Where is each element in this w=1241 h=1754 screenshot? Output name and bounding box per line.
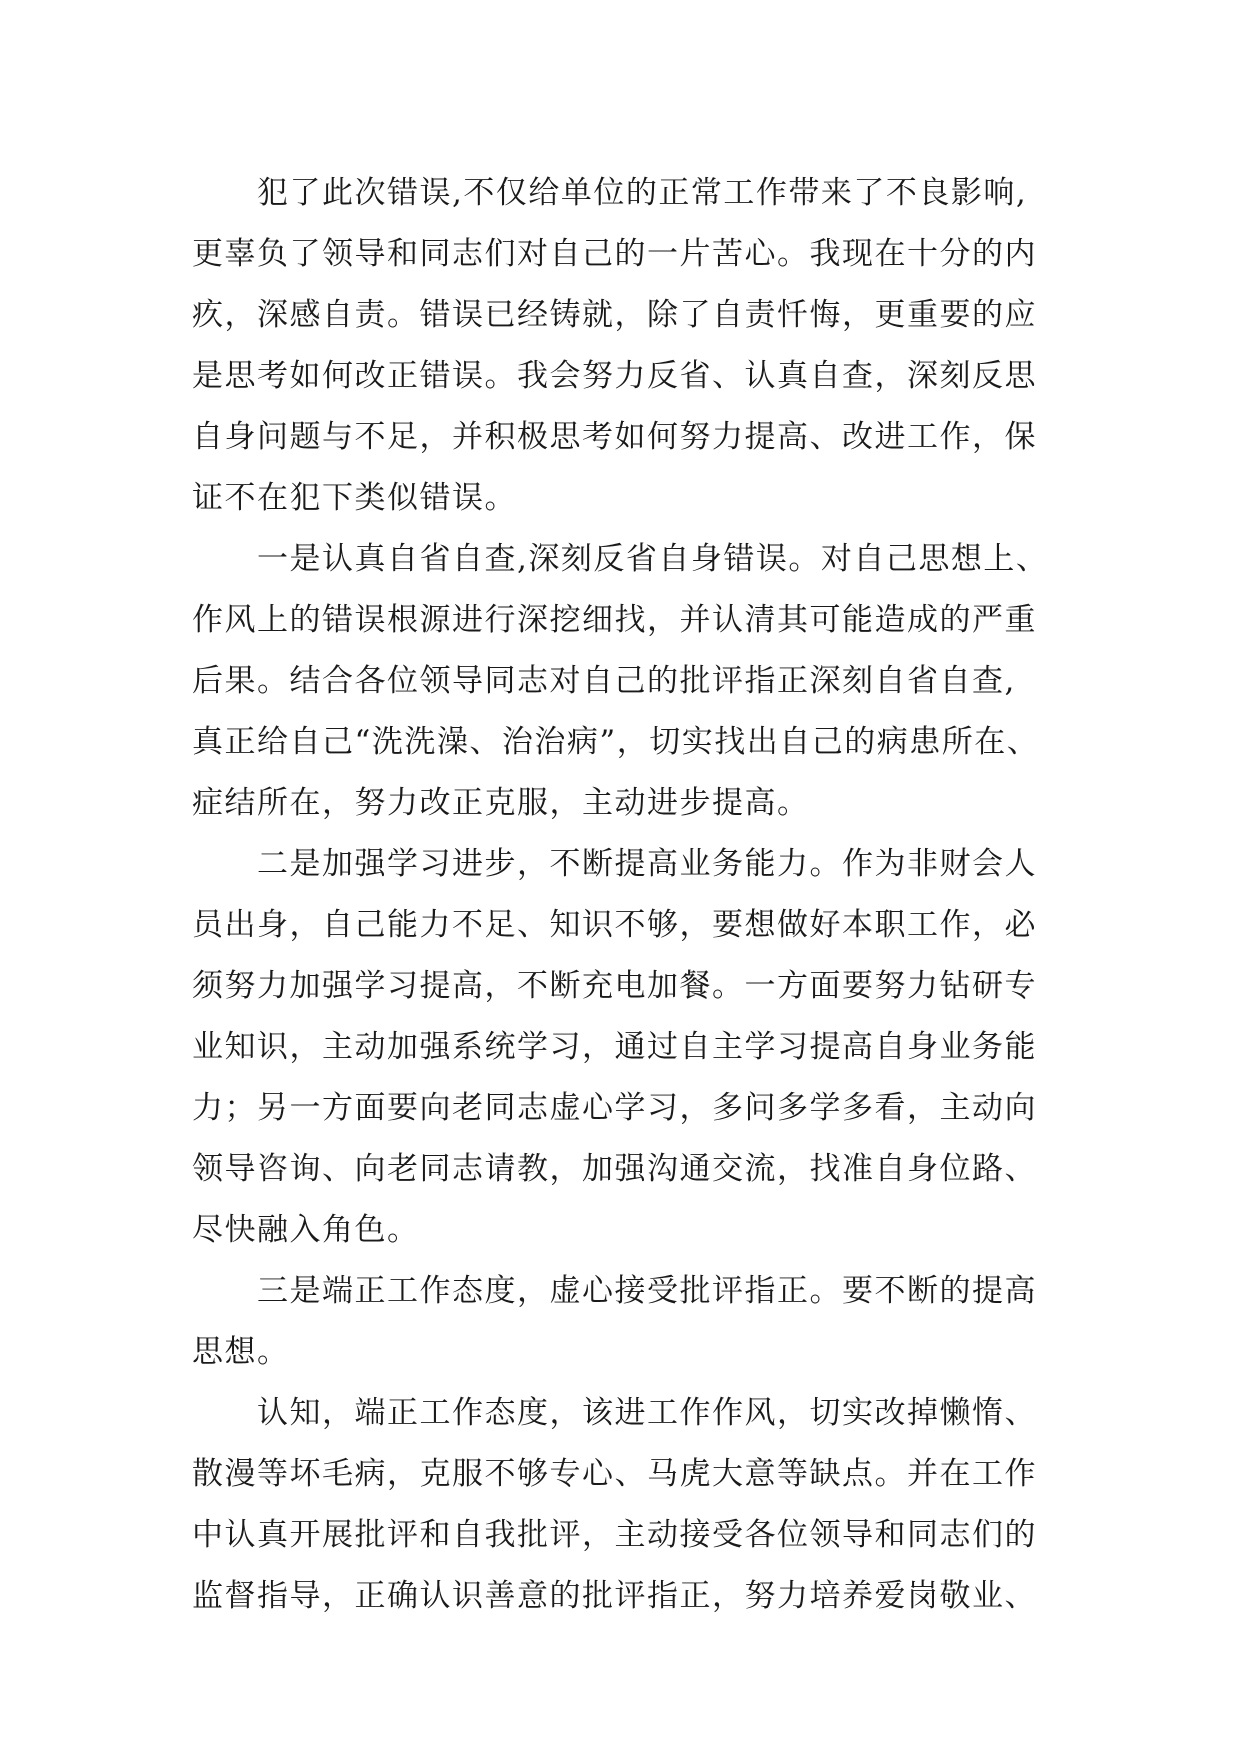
text-line: 自身问题与不足，并积极思考如何努力提高、改进工作，保 [192,419,1037,455]
text-line: 后果。结合各位领导同志对自己的批评指正深刻自省自查, [192,663,1016,699]
text-line: 监督指导，正确认识善意的批评指正，努力培养爱岗敬业、 [192,1578,1037,1614]
paragraph-4 [192,1261,1092,1383]
text-line: 更辜负了领导和同志们对自己的一片苦心。我现在十分的内 [192,236,1037,272]
text-line: 中认真开展批评和自我批评，主动接受各位领导和同志们的 [192,1517,1037,1553]
text-line: 领导咨询、向老同志请教，加强沟通交流，找准自身位路、 [192,1151,1037,1187]
text-line: 疚，深感自责。错误已经铸就，除了自责忏悔，更重要的应 [192,297,1037,333]
text-line: 二是加强学习进步，不断提高业务能力。作为非财会人 [257,846,1037,882]
text-line: 症结所在，努力改正克服，主动进步提高。 [192,785,810,821]
text-line: 证不在犯下类似错误。 [192,480,517,516]
text-line: 犯了此次错误,不仅给单位的正常工作带来了不良影响, [257,175,1028,211]
text-line: 员出身，自己能力不足、知识不够，要想做好本职工作，必 [192,907,1037,943]
paragraph-3 [192,834,1092,1261]
text-line: 力；另一方面要向老同志虚心学习，多问多学多看，主动向 [192,1090,1037,1126]
text-line: 真正给自己“洗洗澡、治治病”，切实找出自己的病患所在、 [192,724,1040,760]
paragraph-1 [192,163,1092,529]
text-line: 三是端正工作态度，虚心接受批评指正。要不断的提高 [257,1273,1037,1309]
text-line: 认知，端正工作态度，该进工作作风，切实改掉懒惰、 [257,1395,1037,1431]
document-body [192,163,1092,1627]
paragraph-2 [192,529,1092,834]
text-line: 是思考如何改正错误。我会努力反省、认真自查，深刻反思 [192,358,1037,394]
text-line: 一是认真自省自查,深刻反省自身错误。对自己思想上、 [257,541,1049,577]
text-line: 散漫等坏毛病，克服不够专心、马虎大意等缺点。并在工作 [192,1456,1037,1492]
text-line: 作风上的错误根源进行深挖细找，并认清其可能造成的严重 [192,602,1037,638]
paragraph-5 [192,1383,1092,1627]
text-line: 须努力加强学习提高，不断充电加餐。一方面要努力钻研专 [192,968,1037,1004]
text-line: 思想。 [192,1334,290,1370]
text-line: 业知识，主动加强系统学习，通过自主学习提高自身业务能 [192,1029,1037,1065]
text-line: 尽快融入角色。 [192,1212,420,1248]
